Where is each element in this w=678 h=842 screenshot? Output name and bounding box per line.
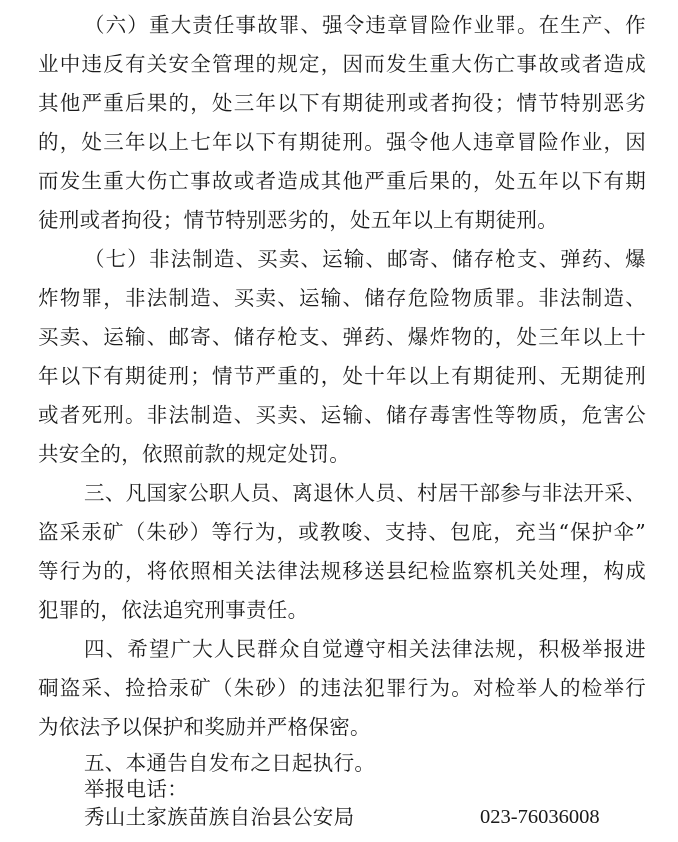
paragraph-line: 共安全的，依照前款的规定处罚。 xyxy=(38,442,350,466)
paragraph-line: 徒刑或者拘役；情节特别恶劣的，处五年以上有期徒刑。 xyxy=(38,208,558,232)
paragraph-line: 其他严重后果的，处三年以下有期徒刑或者拘役；情节特别恶劣 xyxy=(38,91,646,115)
paragraph-line: 三、凡国家公职人员、离退休人员、村居干部参与非法开采、 xyxy=(84,481,646,505)
contact-organization: 秀山土家族苗族自治县公安局 xyxy=(84,805,355,829)
paragraph-line: 犯罪的，依法追究刑事责任。 xyxy=(38,598,309,622)
paragraph-line: （七）非法制造、买卖、运输、邮寄、储存枪支、弹药、爆 xyxy=(84,247,646,271)
paragraph-line: 的，处三年以上七年以下有期徒刑。强令他人违章冒险作业，因 xyxy=(38,130,646,154)
paragraph-line: 而发生重大伤亡事故或者造成其他严重后果的，处五年以下有期 xyxy=(38,169,646,193)
paragraph-line: 买卖、运输、邮寄、储存枪支、弹药、爆炸物的，处三年以上十 xyxy=(38,325,646,349)
paragraph-line: 硐盗采、捡拾汞矿（朱砂）的违法犯罪行为。对检举人的检举行 xyxy=(38,676,646,700)
paragraph-line: 炸物罪，非法制造、买卖、运输、储存危险物质罪。非法制造、 xyxy=(38,286,646,310)
paragraph-line: 或者死刑。非法制造、买卖、运输、储存毒害性等物质，危害公 xyxy=(38,403,646,427)
paragraph-line: （六）重大责任事故罪、强令违章冒险作业罪。在生产、作 xyxy=(84,13,646,37)
contact-phone-number: 023-76036008 xyxy=(480,806,600,828)
paragraph-line: 五、本通告自发布之日起执行。 xyxy=(84,751,376,775)
paragraph-line: 业中违反有关安全管理的规定，因而发生重大伤亡事故或者造成 xyxy=(38,52,646,76)
paragraph-line: 盗采汞矿（朱砂）等行为，或教唆、支持、包庇，充当“保护伞” xyxy=(38,520,646,544)
paragraph-line: 四、希望广大人民群众自觉遵守相关法律法规，积极举报进 xyxy=(84,637,646,661)
paragraph-line: 年以下有期徒刑；情节严重的，处十年以上有期徒刑、无期徒刑 xyxy=(38,364,646,388)
paragraph-line: 等行为的，将依照相关法律法规移送县纪检监察机关处理，构成 xyxy=(38,559,646,583)
paragraph-line: 为依法予以保护和奖励并严格保密。 xyxy=(38,715,371,739)
hotline-label: 举报电话： xyxy=(84,777,188,801)
